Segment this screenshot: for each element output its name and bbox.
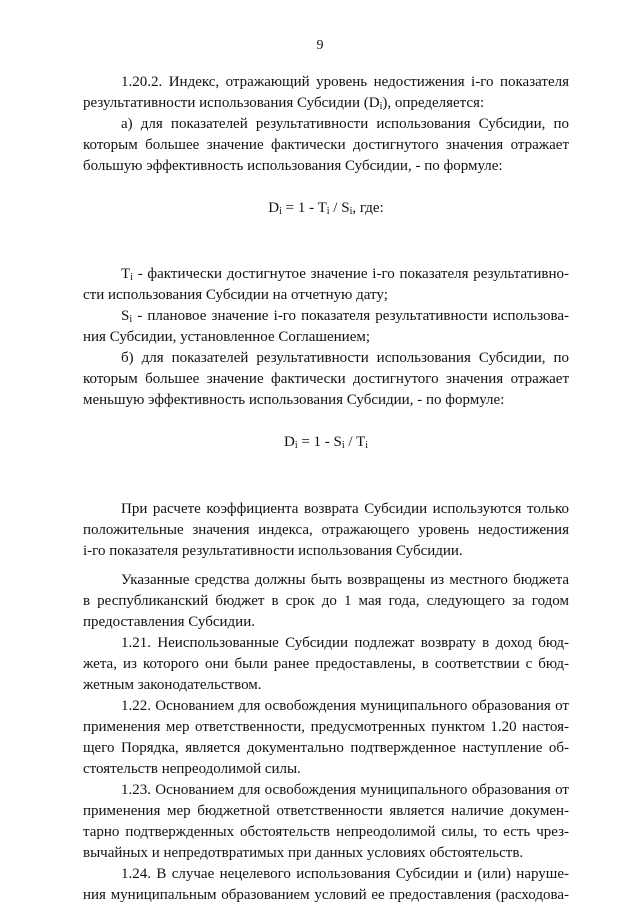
- text-fragment: S: [121, 308, 130, 324]
- text-fragment: ), определяется:: [382, 95, 485, 111]
- paragraph-b: [83, 348, 569, 411]
- paragraph-1-23: [83, 780, 569, 864]
- text-line: применения мер ответственности, предусмотренных пунктом 1.20 настоя-: [83, 719, 569, 735]
- subscript: i: [379, 101, 383, 112]
- text-line: которым большее значение фактически достигнутого значения отражает: [83, 137, 569, 153]
- text-line: [83, 93, 569, 114]
- text-line: ния Субсидии, установленное Соглашением;: [83, 329, 371, 345]
- formula-symbol: D: [283, 434, 295, 450]
- text-line: жетным законодательством.: [83, 677, 262, 693]
- text-line: а) для показателей результативности использования Субсидии, по: [121, 116, 569, 132]
- paragraph-si-definition: [83, 306, 569, 348]
- subscript: i: [279, 206, 282, 217]
- text-fragment: результативности использования Субсидии (D: [83, 95, 380, 111]
- paragraph-1-21: [83, 633, 569, 696]
- text-line: [83, 306, 569, 327]
- text-line: б) для показателей результативности использования Субсидии, по: [121, 350, 569, 366]
- subscript: i: [326, 206, 330, 217]
- text-line: При расчете коэффициента возврата Субсидии используются только: [121, 501, 569, 517]
- text-line: которым большее значение фактически достигнутого значения отражает: [83, 371, 569, 387]
- text-line: жета, из которого они были ранее предоставлены, в соответствии с бюд-: [83, 656, 569, 672]
- formula-1: [83, 198, 569, 219]
- subscript: i: [349, 206, 353, 217]
- subscript: i: [365, 440, 369, 451]
- text-line: 1.22. Основанием для освобождения муниципального образования от: [121, 698, 569, 714]
- text-line: большую эффективность использования Субсидии, - по формуле:: [83, 158, 503, 174]
- text-line: ния муниципальным образованием условий ее предоставления (расходова-: [83, 887, 569, 903]
- text-line: 1.24. В случае нецелевого использования Субсидии и (или) наруше-: [121, 866, 569, 882]
- text-line: стоятельств непреодолимой силы.: [83, 761, 301, 777]
- formula-text: = 1 - S: [297, 434, 342, 450]
- paragraph-1-24: [83, 864, 569, 906]
- text-line: i-го показателя результативности использования Субсидии.: [83, 543, 463, 559]
- text-line: сти использования Субсидии на отчетную дату;: [83, 287, 388, 303]
- formula-text: / T: [344, 434, 366, 450]
- paragraph-ti-definition: [83, 264, 569, 306]
- subscript: i: [130, 272, 133, 283]
- formula-text: = 1 - T: [281, 200, 327, 216]
- paragraph-coefficient: [83, 499, 569, 562]
- formula-text: / S: [329, 200, 350, 216]
- subscript: i: [294, 440, 298, 451]
- text-line: 1.20.2. Индекс, отражающий уровень недостижения i-го показателя: [121, 74, 569, 90]
- text-fragment: - фактически достигнутое значение i-го показателя результативно-: [132, 266, 569, 282]
- text-line: положительные значения индекса, отражающего уровень недостижения: [83, 522, 569, 538]
- text-line: меньшую эффективность использования Субсидии, - по формуле:: [83, 392, 505, 408]
- text-line: в республиканский бюджет в срок до 1 мая года, следующего за годом: [83, 593, 569, 609]
- text-line: предоставления Субсидии.: [83, 614, 255, 630]
- text-line: 1.23. Основанием для освобождения муниципального образования от: [121, 782, 569, 798]
- formula-symbol: D: [268, 200, 280, 216]
- text-line: применения мер бюджетной ответственности является наличие докумен-: [83, 803, 569, 819]
- text-line: тарно подтвержденных обстоятельств непреодолимой силы, то есть чрез-: [83, 824, 569, 840]
- subscript: i: [129, 314, 133, 325]
- text-line: 1.21. Неиспользованные Субсидии подлежат возврату в доход бюд-: [121, 635, 569, 651]
- paragraph-return-funds: [83, 570, 569, 633]
- document-body: [83, 72, 569, 906]
- text-fragment: - плановое значение i-го показателя результативности использова-: [132, 308, 569, 324]
- text-line: вычайных и непредотвратимых при данных условиях обстоятельств.: [83, 845, 524, 861]
- subscript: i: [341, 440, 345, 451]
- text-line: [83, 264, 569, 285]
- formula-text: , где:: [352, 200, 384, 216]
- page-number: 9: [316, 38, 324, 53]
- paragraph-1-22: [83, 696, 569, 780]
- text-line: щего Порядка, является документально подтвержденное наступление об-: [83, 740, 569, 756]
- formula-2: [83, 432, 569, 453]
- paragraph-1-20-2: [83, 72, 569, 114]
- text-line: Указанные средства должны быть возвращены из местного бюджета: [121, 572, 569, 588]
- paragraph-a: [83, 114, 569, 177]
- text-fragment: T: [121, 266, 131, 282]
